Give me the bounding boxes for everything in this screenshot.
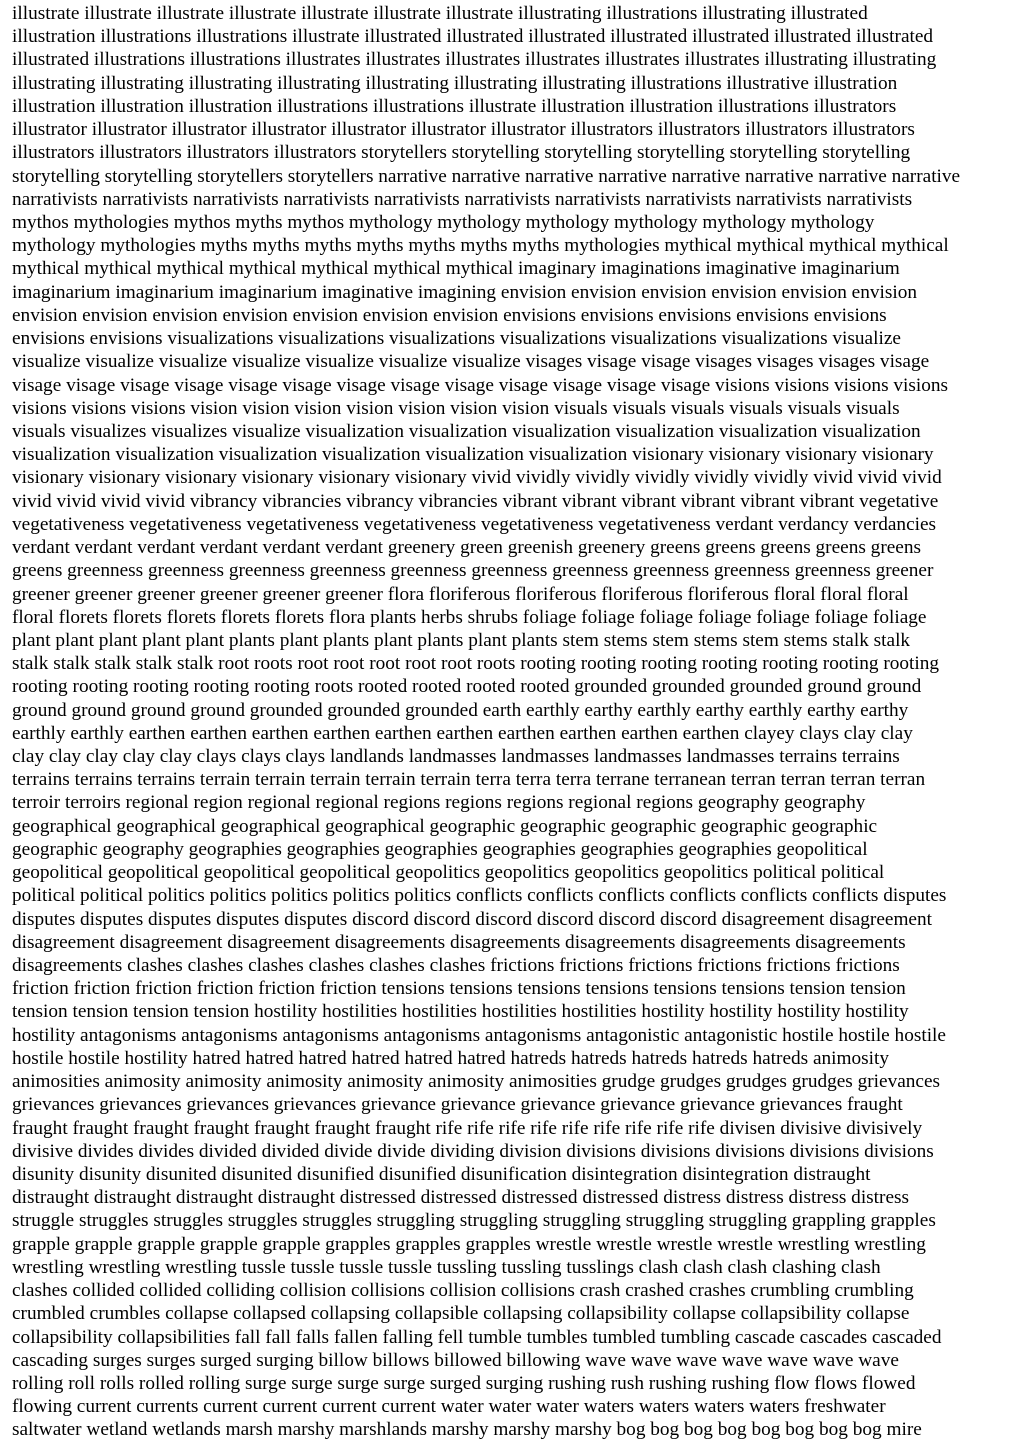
text-line: grievances grievances grievances grievances grievance grievance grievance grievance grievance grievances fraught (12, 1094, 903, 1116)
text-line: visualize visualize visualize visualize visualize visualize visualize visages visage visage visages visages visages visage (12, 351, 930, 373)
text-line: greens greenness greenness greenness greenness greenness greenness greenness greenness greenness greenness greener (12, 560, 934, 582)
text-line: friction friction friction friction friction friction tensions tensions tensions tensions tensions tensions tension tension (12, 978, 906, 1000)
text-line: hostility antagonisms antagonisms antagonisms antagonisms antagonisms antagonistic antagonistic hostile hostile hostile (12, 1024, 946, 1046)
text-line: floral florets florets florets florets florets flora plants herbs shrubs foliage foliage foliage foliage foliage foliage foliage (12, 606, 927, 628)
text-line: collapsibility collapsibilities fall fall falls fallen falling fell tumble tumbles tumbled tumbling cascade cascades cascaded (12, 1326, 942, 1348)
text-line: disagreement disagreement disagreement disagreements disagreements disagreements disagreements disagreements (12, 931, 906, 953)
text-line: rolling roll rolls rolled rolling surge surge surge surge surged surging rushing rush rushing rushing flow flows flowed (12, 1372, 916, 1394)
text-line: earthly earthly earthen earthen earthen earthen earthen earthen earthen earthen earthen earthen clayey clays clay clay (12, 722, 913, 744)
text-line: illustrated illustrations illustrations illustrates illustrates illustrates illustrates illustrates illustrates illustrating illustrating (12, 49, 937, 71)
text-line: disputes disputes disputes disputes disputes discord discord discord discord discord discord disagreement disagreement (12, 908, 932, 930)
text-line: disagreements clashes clashes clashes clashes clashes clashes frictions frictions frictions frictions frictions frictions (12, 955, 900, 977)
text-line: geographic geography geographies geographies geographies geographies geographies geographies geopolitical (12, 838, 868, 860)
text-line: clay clay clay clay clay clays clays clays landlands landmasses landmasses landmasses landmasses terrains terrains (12, 746, 900, 768)
text-line: greener greener greener greener greener greener flora floriferous floriferous floriferous floriferous floral floral floral (12, 583, 909, 605)
text-line: grapple grapple grapple grapple grapple grapples grapples grapples wrestle wrestle wrestle wrestle wrestling wrestling (12, 1233, 926, 1255)
text-line: geopolitical geopolitical geopolitical geopolitical geopolitics geopolitics geopolitics geopolitics political political (12, 862, 885, 884)
text-line: fraught fraught fraught fraught fraught fraught fraught rife rife rife rife rife rife rife rife rife divisen divisive divisively (12, 1117, 923, 1139)
text-line: cascading surges surges surged surging billow billows billowed billowing wave wave wave wave wave wave wave (12, 1349, 899, 1371)
text-line: verdant verdant verdant verdant verdant verdant greenery green greenish greenery greens greens greens greens greens (12, 537, 921, 559)
text-line: vivid vivid vivid vivid vibrancy vibrancies vibrancy vibrancies vibrant vibrant vibrant vibrant vibrant vibrant vegetative (12, 490, 939, 512)
text-line: stalk stalk stalk stalk stalk root roots root root root root root roots rooting rooting rooting rooting rooting rooting rooting (12, 653, 940, 675)
text-line: geographical geographical geographical geographical geographic geographic geographic geographic geographic (12, 815, 878, 837)
text-line: clashes collided collided colliding collision collisions collision collisions crash crashed crashes crumbling crumbling (12, 1280, 914, 1302)
text-line: envisions envisions visualizations visualizations visualizations visualizations visualizations visualizations visualize (12, 328, 901, 350)
text-line: crumbled crumbles collapse collapsed collapsing collapsible collapsing collapsibility collapse collapsibility collapse (12, 1303, 910, 1325)
text-line: illustrate illustrate illustrate illustrate illustrate illustrate illustrate illustrating illustrations illustrating illustrated (12, 3, 868, 24)
text-line: imaginarium imaginarium imaginarium imaginative imagining envision envision envision envision envision envision (12, 281, 918, 303)
text-line: illustrator illustrator illustrator illustrator illustrator illustrator illustrator illustrators illustrators illustrators illustrators (12, 119, 915, 141)
text-line: narrativists narrativists narrativists narrativists narrativists narrativists narrativists narrativists narrativists narrativists (12, 188, 913, 210)
text-line: storytelling storytelling storytellers storytellers narrative narrative narrative narrative narrative narrative narrative narrative (12, 165, 961, 187)
text-line: hostile hostile hostility hatred hatred hatred hatred hatred hatred hatreds hatreds hatreds hatreds hatreds animosity (12, 1047, 890, 1069)
text-line: terroir terroirs regional region regional regional regions regions regions regional regions geography geography (12, 792, 866, 814)
text-line: tension tension tension tension hostility hostilities hostilities hostilities hostilities hostility hostility hostility hostility (12, 1001, 909, 1023)
text-line: terrains terrains terrains terrain terrain terrain terrain terrain terra terra terra terrane terranean terran terran terran terran (12, 769, 926, 791)
text-line: divisive divides divides divided divided divide divide dividing division divisions divisions divisions divisions divisions (12, 1140, 934, 1162)
text-line: mythos mythologies mythos myths mythos mythology mythology mythology mythology mythology mythology (12, 211, 875, 233)
text-line: envision envision envision envision envision envision envision envisions envisions envisions envisions envisions (12, 304, 887, 326)
text-line: visions visions visions vision vision vision vision vision vision vision visuals visuals visuals visuals visuals visuals (12, 397, 900, 419)
text-line: struggle struggles struggles struggles struggles struggling struggling struggling struggling struggling grappling grapples (12, 1210, 936, 1232)
text-line: flowing current currents current current current current water water water waters waters waters waters freshwater (12, 1396, 886, 1418)
text-line: distraught distraught distraught distraught distressed distressed distressed distressed distress distress distress distress (12, 1187, 910, 1209)
text-line: political political politics politics politics politics politics conflicts conflicts conflicts conflicts conflicts conflicts disputes (12, 885, 947, 907)
text-line: visualization visualization visualization visualization visualization visualization visionary visionary visionary visionary (12, 444, 934, 466)
text-line: visage visage visage visage visage visage visage visage visage visage visage visage visage visions visions visions visions (12, 374, 949, 396)
text-line: mythical mythical mythical mythical mythical mythical mythical imaginary imaginations imaginative imaginarium (12, 258, 900, 280)
text-line: animosities animosity animosity animosity animosity animosity animosities grudge grudges grudges grudges grievances (12, 1071, 941, 1093)
text-line: mythology mythologies myths myths myths myths myths myths myths mythologies mythical mythical mythical mythical (12, 235, 949, 257)
text-line: rooting rooting rooting rooting rooting roots rooted rooted rooted rooted grounded grounded grounded ground ground (12, 676, 922, 698)
text-line: visuals visualizes visualizes visualize visualization visualization visualization visualization visualization visualization (12, 420, 921, 442)
text-line: illustration illustrations illustrations illustrate illustrated illustrated illustrated illustrated illustrated illustrated illustrated (12, 26, 934, 48)
text-line: wrestling wrestling wrestling tussle tussle tussle tussle tussling tussling tusslings clash clash clash clashing clash (12, 1256, 881, 1278)
text-line: illustration illustration illustration illustrations illustrations illustrate illustration illustration illustrations illustrators (12, 95, 897, 117)
text-line: illustrators illustrators illustrators illustrators storytellers storytelling storytelling storytelling storytelling storytelling (12, 142, 911, 164)
text-line: ground ground ground ground grounded grounded grounded earth earthly earthy earthly earthy earthly earthy earthy (12, 699, 909, 721)
text-line: disunity disunity disunited disunited disunified disunified disunification disintegration disintegration distraught (12, 1164, 871, 1185)
text-line: saltwater wetland wetlands marsh marshy marshlands marshy marshy marshy bog bog bog bog bog bog bog bog mire (12, 1419, 922, 1441)
text-line: visionary visionary visionary visionary visionary visionary vivid vividly vividly vividly vividly vividly vivid vivid vivid (12, 467, 942, 489)
text-line: plant plant plant plant plant plants plant plants plant plants plant plants stem stems stem stems stem stems stalk stalk (12, 629, 911, 651)
text-line: vegetativeness vegetativeness vegetativeness vegetativeness vegetativeness vegetativeness verdant verdancy verdancies (12, 513, 937, 535)
text-line: illustrating illustrating illustrating illustrating illustrating illustrating illustrating illustrations illustrative illustration (12, 72, 898, 94)
